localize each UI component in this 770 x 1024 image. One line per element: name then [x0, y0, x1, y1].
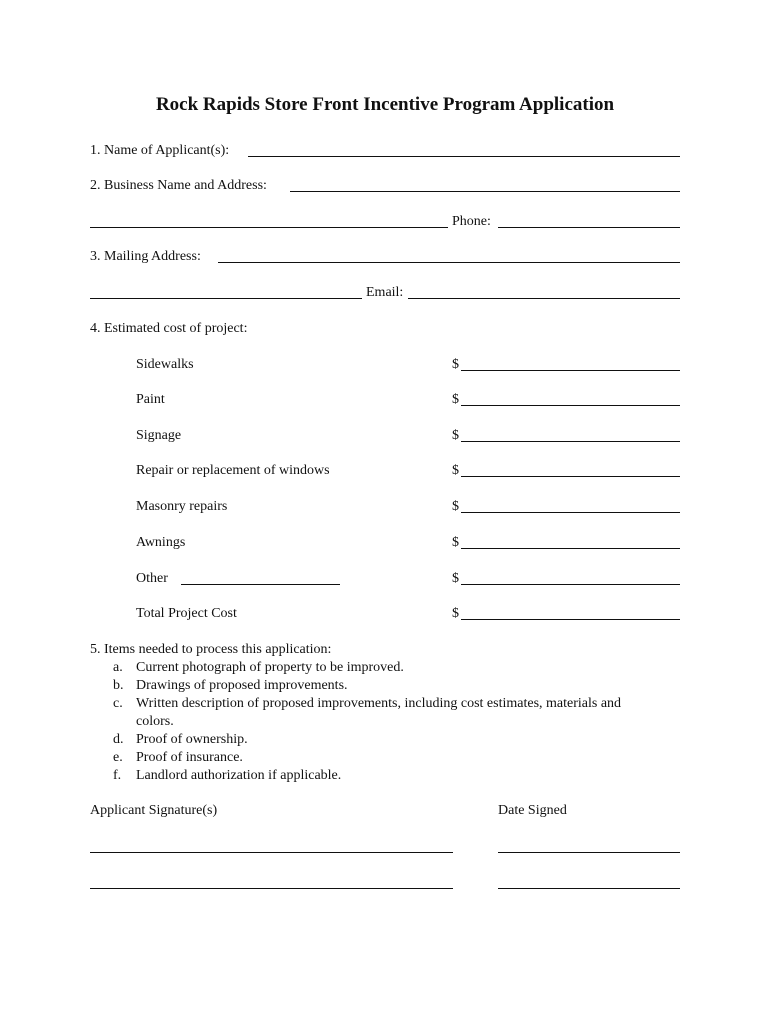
- dollar-sign: $: [452, 535, 459, 550]
- page-title: Rock Rapids Store Front Incentive Program Application: [155, 94, 615, 115]
- total-cost-field[interactable]: [461, 619, 680, 620]
- date-signed-label: Date Signed: [498, 803, 567, 818]
- signature-field-2[interactable]: [90, 888, 453, 889]
- list-marker: a.: [113, 660, 123, 675]
- business-address-field[interactable]: [90, 227, 448, 228]
- business-name-field[interactable]: [290, 191, 680, 192]
- list-marker: b.: [113, 678, 124, 693]
- mailing-address-field[interactable]: [218, 262, 680, 263]
- phone-field[interactable]: [498, 227, 680, 228]
- mailing-address-label: 3. Mailing Address:: [90, 249, 201, 264]
- cost-item-label: Repair or replacement of windows: [136, 463, 330, 478]
- date-signed-field-1[interactable]: [498, 852, 680, 853]
- dollar-sign: $: [452, 357, 459, 372]
- paint-cost-field[interactable]: [461, 405, 680, 406]
- cost-item-label: Paint: [136, 392, 165, 407]
- masonry-cost-field[interactable]: [461, 512, 680, 513]
- cost-item-label: Sidewalks: [136, 357, 194, 372]
- cost-item-label: Signage: [136, 428, 182, 443]
- items-needed-heading: 5. Items needed to process this application:: [90, 642, 332, 657]
- list-marker: d.: [113, 732, 124, 747]
- dollar-sign: $: [452, 463, 459, 478]
- list-item: Drawings of proposed improvements.: [136, 678, 348, 693]
- applicant-name-label: 1. Name of Applicant(s):: [90, 143, 230, 158]
- email-field[interactable]: [408, 298, 680, 299]
- estimated-cost-heading: 4. Estimated cost of project:: [90, 321, 248, 336]
- list-marker: f.: [113, 768, 122, 783]
- cost-item-label: Other: [136, 571, 168, 586]
- cost-item-label: Masonry repairs: [136, 499, 228, 514]
- list-marker: e.: [113, 750, 123, 765]
- sidewalks-cost-field[interactable]: [461, 370, 680, 371]
- other-description-field[interactable]: [181, 584, 340, 585]
- list-item: Proof of insurance.: [136, 750, 243, 765]
- dollar-sign: $: [452, 571, 459, 586]
- phone-label: Phone:: [452, 214, 491, 229]
- windows-cost-field[interactable]: [461, 476, 680, 477]
- business-name-label: 2. Business Name and Address:: [90, 178, 267, 193]
- list-item: Current photograph of property to be improved.: [136, 660, 404, 675]
- dollar-sign: $: [452, 392, 459, 407]
- dollar-sign: $: [452, 606, 459, 621]
- list-item: colors.: [136, 714, 174, 729]
- list-item: Proof of ownership.: [136, 732, 248, 747]
- list-marker: c.: [113, 696, 123, 711]
- applicant-signature-label: Applicant Signature(s): [90, 803, 218, 818]
- date-signed-field-2[interactable]: [498, 888, 680, 889]
- email-label: Email:: [366, 285, 404, 300]
- cost-item-label: Total Project Cost: [136, 606, 237, 621]
- cost-item-label: Awnings: [136, 535, 186, 550]
- signature-field-1[interactable]: [90, 852, 453, 853]
- list-item: Written description of proposed improvements, including cost estimates, materials and: [136, 696, 622, 711]
- signage-cost-field[interactable]: [461, 441, 680, 442]
- dollar-sign: $: [452, 428, 459, 443]
- other-cost-field[interactable]: [461, 584, 680, 585]
- list-item: Landlord authorization if applicable.: [136, 768, 342, 783]
- applicant-name-field[interactable]: [248, 156, 680, 157]
- dollar-sign: $: [452, 499, 459, 514]
- mailing-address-line2-field[interactable]: [90, 298, 362, 299]
- awnings-cost-field[interactable]: [461, 548, 680, 549]
